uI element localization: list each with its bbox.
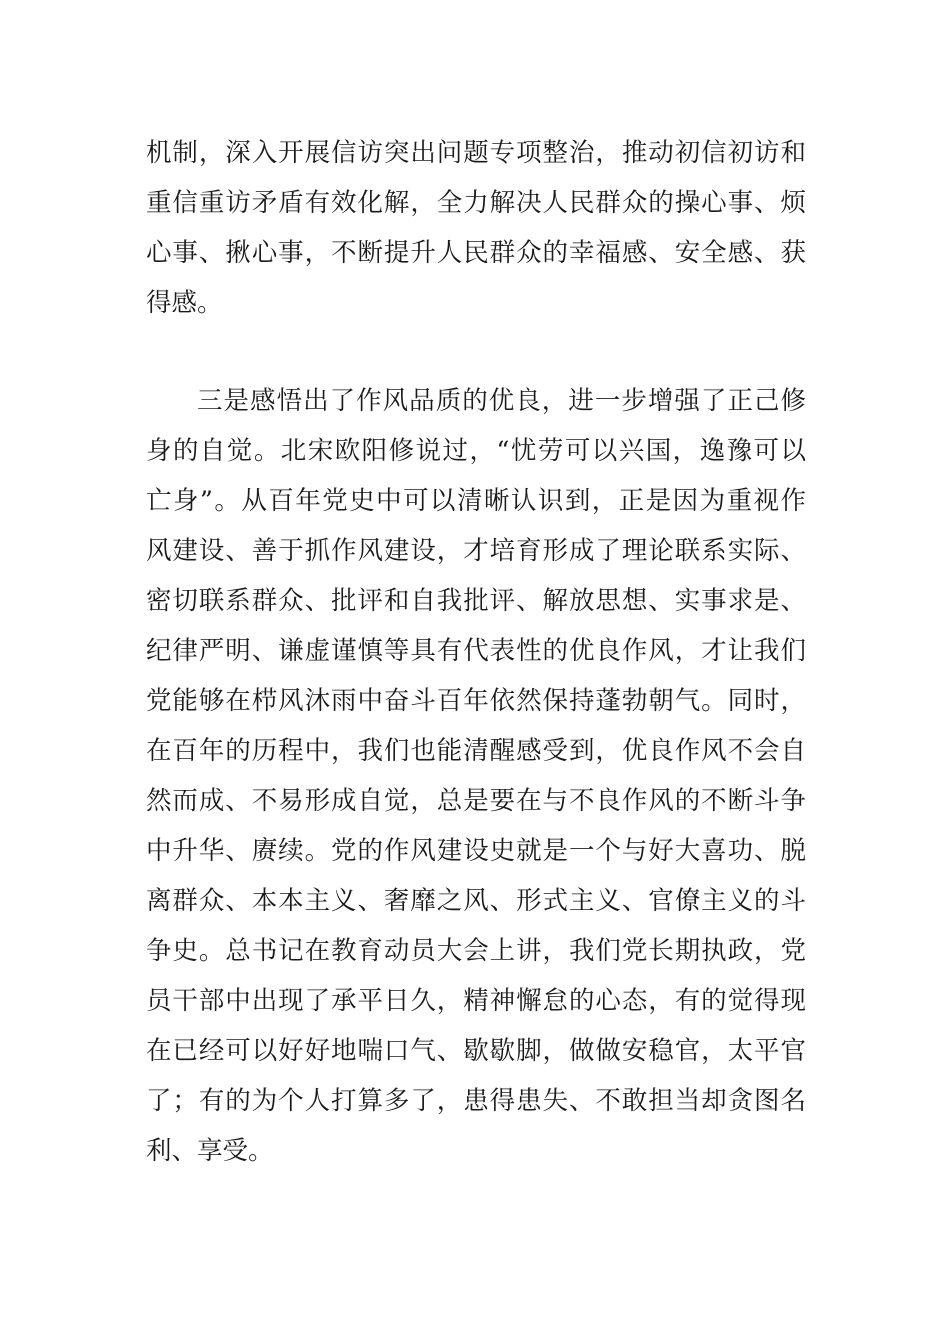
paragraph-line: 风建设、善于抓作风建设，才培育形成了理论联系实际、 xyxy=(146,536,806,566)
paragraph-line: 员干部中出现了承平日久，精神懈怠的心态，有的觉得现 xyxy=(146,986,806,1016)
paragraph-line: 中升华、赓续。党的作风建设史就是一个与好大喜功、脱 xyxy=(146,836,806,866)
paragraph-line: 心事、揪心事，不断提升人民群众的幸福感、安全感、获 xyxy=(146,238,806,268)
paragraph-1 xyxy=(146,128,806,328)
paragraph-line: 密切联系群众、批评和自我批评、解放思想、实事求是、 xyxy=(146,586,806,616)
paragraph-line: 在已经可以好好地喘口气、歇歇脚，做做安稳官，太平官 xyxy=(146,1036,806,1066)
paragraph-line: 离群众、本本主义、奢靡之风、形式主义、官僚主义的斗 xyxy=(146,886,806,916)
paragraph-line: 得感。 xyxy=(146,288,223,318)
paragraph-line: 在百年的历程中，我们也能清醒感受到，优良作风不会自 xyxy=(146,736,806,766)
paragraph-line: 争史。总书记在教育动员大会上讲，我们党长期执政，党 xyxy=(146,936,806,966)
paragraph-line: 亡身”。从百年党史中可以清晰认识到，正是因为重视作 xyxy=(146,486,806,516)
paragraph-2 xyxy=(146,376,806,1176)
paragraph-line: 党能够在栉风沐雨中奋斗百年依然保持蓬勃朝气。同时， xyxy=(146,686,806,716)
paragraph-line: 身的自觉。北宋欧阳修说过，“忧劳可以兴国，逸豫可以 xyxy=(146,436,806,466)
paragraph-line: 三是感悟出了作风品质的优良，进一步增强了正己修 xyxy=(197,386,806,416)
paragraph-line: 机制，深入开展信访突出问题专项整治，推动初信初访和 xyxy=(146,138,806,168)
paragraph-line: 纪律严明、谦虚谨慎等具有代表性的优良作风，才让我们 xyxy=(146,636,806,666)
paragraph-line: 重信重访矛盾有效化解，全力解决人民群众的操心事、烦 xyxy=(146,188,806,218)
paragraph-line: 了；有的为个人打算多了，患得患失、不敢担当却贪图名 xyxy=(146,1086,806,1116)
paragraph-line: 然而成、不易形成自觉，总是要在与不良作风的不断斗争 xyxy=(146,786,806,816)
paragraph-line: 利、享受。 xyxy=(146,1136,274,1166)
